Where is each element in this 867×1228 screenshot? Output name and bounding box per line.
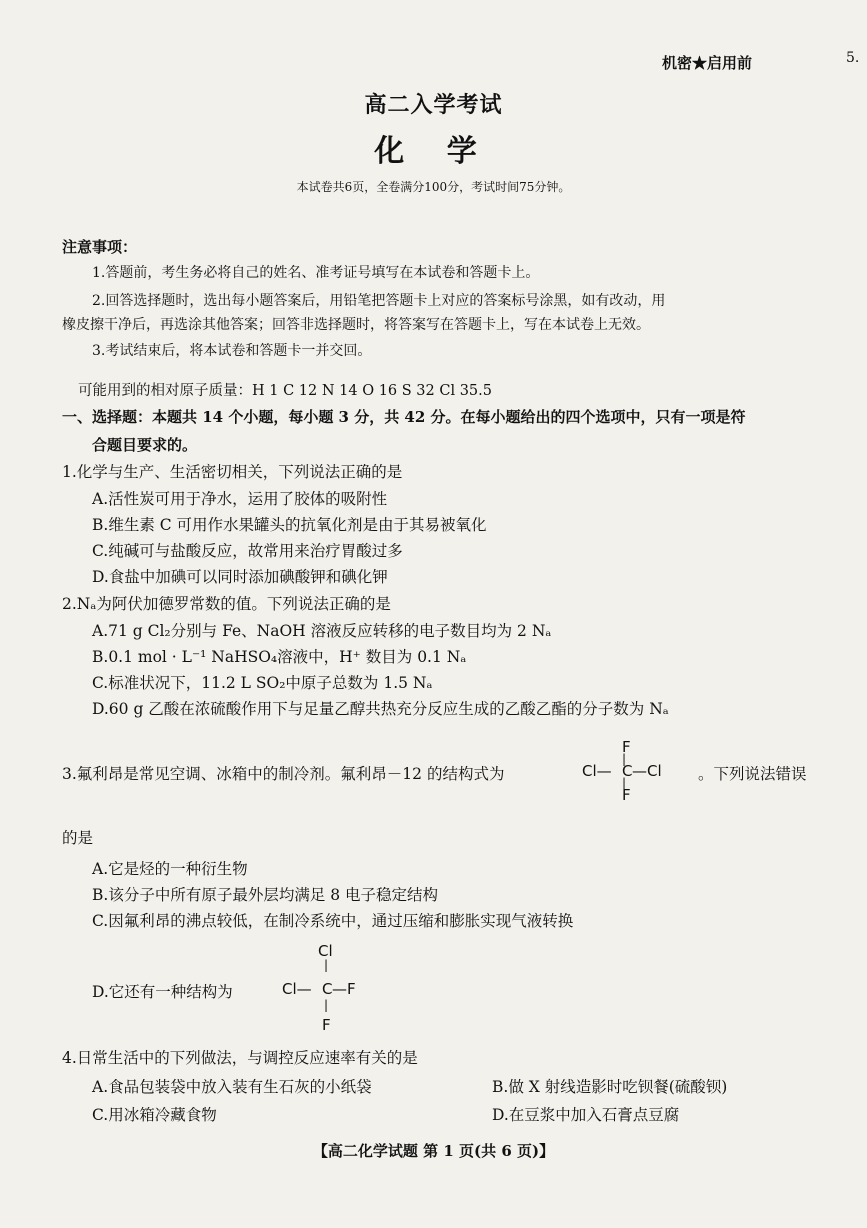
question-4-option-c: C.用冰箱冷藏食物 [92,1106,217,1124]
question-3-stem-cont: 。下列说法错误 [698,765,807,783]
exam-title: 高二入学考试 [364,92,503,118]
question-3-option-d: D.它还有一种结构为 [92,983,233,1001]
notice-item-2: 2.回答选择题时，选出每小题答案后，用铅笔把答题卡上对应的答案标号涂黑，如有改动，用 [92,293,666,309]
notice-item-2-cont: 橡皮擦干净后，再选涂其他答案；回答非选择题时，将答案写在答题卡上，写在本试卷上无效。 [62,317,650,333]
question-3-stem: 3.氟利昂是常见空调、冰箱中的制冷剂。氟利昂－12 的结构式为 [62,765,505,783]
atomic-masses: 可能用到的相对原子质量：H 1 C 12 N 14 O 16 S 32 Cl 35.5 [78,383,492,399]
structure-center-atom: C [622,762,633,780]
alt-structure-bond-bottom: | [324,998,329,1012]
question-2-option-c: C.标准状况下，11.2 L SO₂中原子总数为 1.5 Nₐ [92,674,433,692]
question-2-stem: 2.Nₐ为阿伏加德罗常数的值。下列说法正确的是 [62,595,391,613]
page-footer: 【高二化学试题 第 1 页(共 6 页)】 [312,1142,555,1160]
question-2-option-b: B.0.1 mol · L⁻¹ NaHSO₄溶液中，H⁺ 数目为 0.1 Nₐ [92,648,467,666]
question-4-stem: 4.日常生活中的下列做法，与调控反应速率有关的是 [62,1049,418,1067]
alt-structure-top-atom: Cl [318,942,333,960]
secret-mark: 机密★启用前 [662,54,753,72]
question-1-option-c: C.纯碱可与盐酸反应，故常用来治疗胃酸过多 [92,542,403,560]
question-1-option-a: A.活性炭可用于净水，运用了胶体的吸附性 [92,490,388,508]
alt-structure-right-group: —F [332,980,356,998]
question-4-option-d: D.在豆浆中加入石膏点豆腐 [492,1106,680,1124]
question-1-option-b: B.维生素 C 可用作水果罐头的抗氧化剂是由于其易被氧化 [92,516,487,534]
question-2-option-a: A.71 g Cl₂分别与 Fe、NaOH 溶液反应转移的电子数目均为 2 Nₐ [92,622,552,640]
structure-top-atom: F [622,738,631,756]
structure-left-group: Cl— [582,762,612,780]
question-1-stem: 1.化学与生产、生活密切相关，下列说法正确的是 [62,463,403,481]
section-heading: 一、选择题：本题共 14 个小题，每小题 3 分，共 42 分。在每小题给出的四个选项中，只有一项是符 [62,408,746,426]
alt-structure-bond-top: | [324,958,329,972]
question-4-option-b: B.做 X 射线造影时吃钡餐(硫酸钡) [492,1078,728,1096]
question-3-option-b: B.该分子中所有原子最外层均满足 8 电子稳定结构 [92,886,439,904]
cfc12-structure [574,738,694,808]
section-heading-cont: 合题目要求的。 [92,436,198,454]
alt-structure-bottom-atom: F [322,1016,331,1034]
structure-bond-bottom: | [622,776,627,790]
question-3-stem-end: 的是 [62,829,94,847]
alt-structure [282,942,402,1038]
subject-title: 化 学 [374,134,493,169]
question-3-option-c: C.因氟利昂的沸点较低，在制冷系统中，通过压缩和膨胀实现气液转换 [92,912,574,930]
alt-structure-left-group: Cl— [282,980,312,998]
notice-item-3: 3.考试结束后，将本试卷和答题卡一并交回。 [92,343,372,359]
structure-bottom-atom: F [622,786,631,804]
question-4-option-a: A.食品包装袋中放入装有生石灰的小纸袋 [92,1078,372,1096]
alt-structure-center-atom: C [322,980,333,998]
exam-info: 本试卷共6页，全卷满分100分，考试时间75分钟。 [296,180,571,194]
question-1-option-d: D.食盐中加碘可以同时添加碘酸钾和碘化钾 [92,568,388,586]
notice-title: 注意事项： [62,238,138,256]
question-3-option-a: A.它是烃的一种衍生物 [92,860,248,878]
question-2-option-d: D.60 g 乙酸在浓硫酸作用下与足量乙醇共热充分反应生成的乙酸乙酯的分子数为 Nₐ [92,700,669,718]
notice-item-1: 1.答题前，考生务必将自己的姓名、准考证号填写在本试卷和答题卡上。 [92,265,540,281]
structure-bond-top: | [622,752,627,766]
corner-mark: 5. [846,50,860,66]
structure-right-group: —Cl [632,762,662,780]
